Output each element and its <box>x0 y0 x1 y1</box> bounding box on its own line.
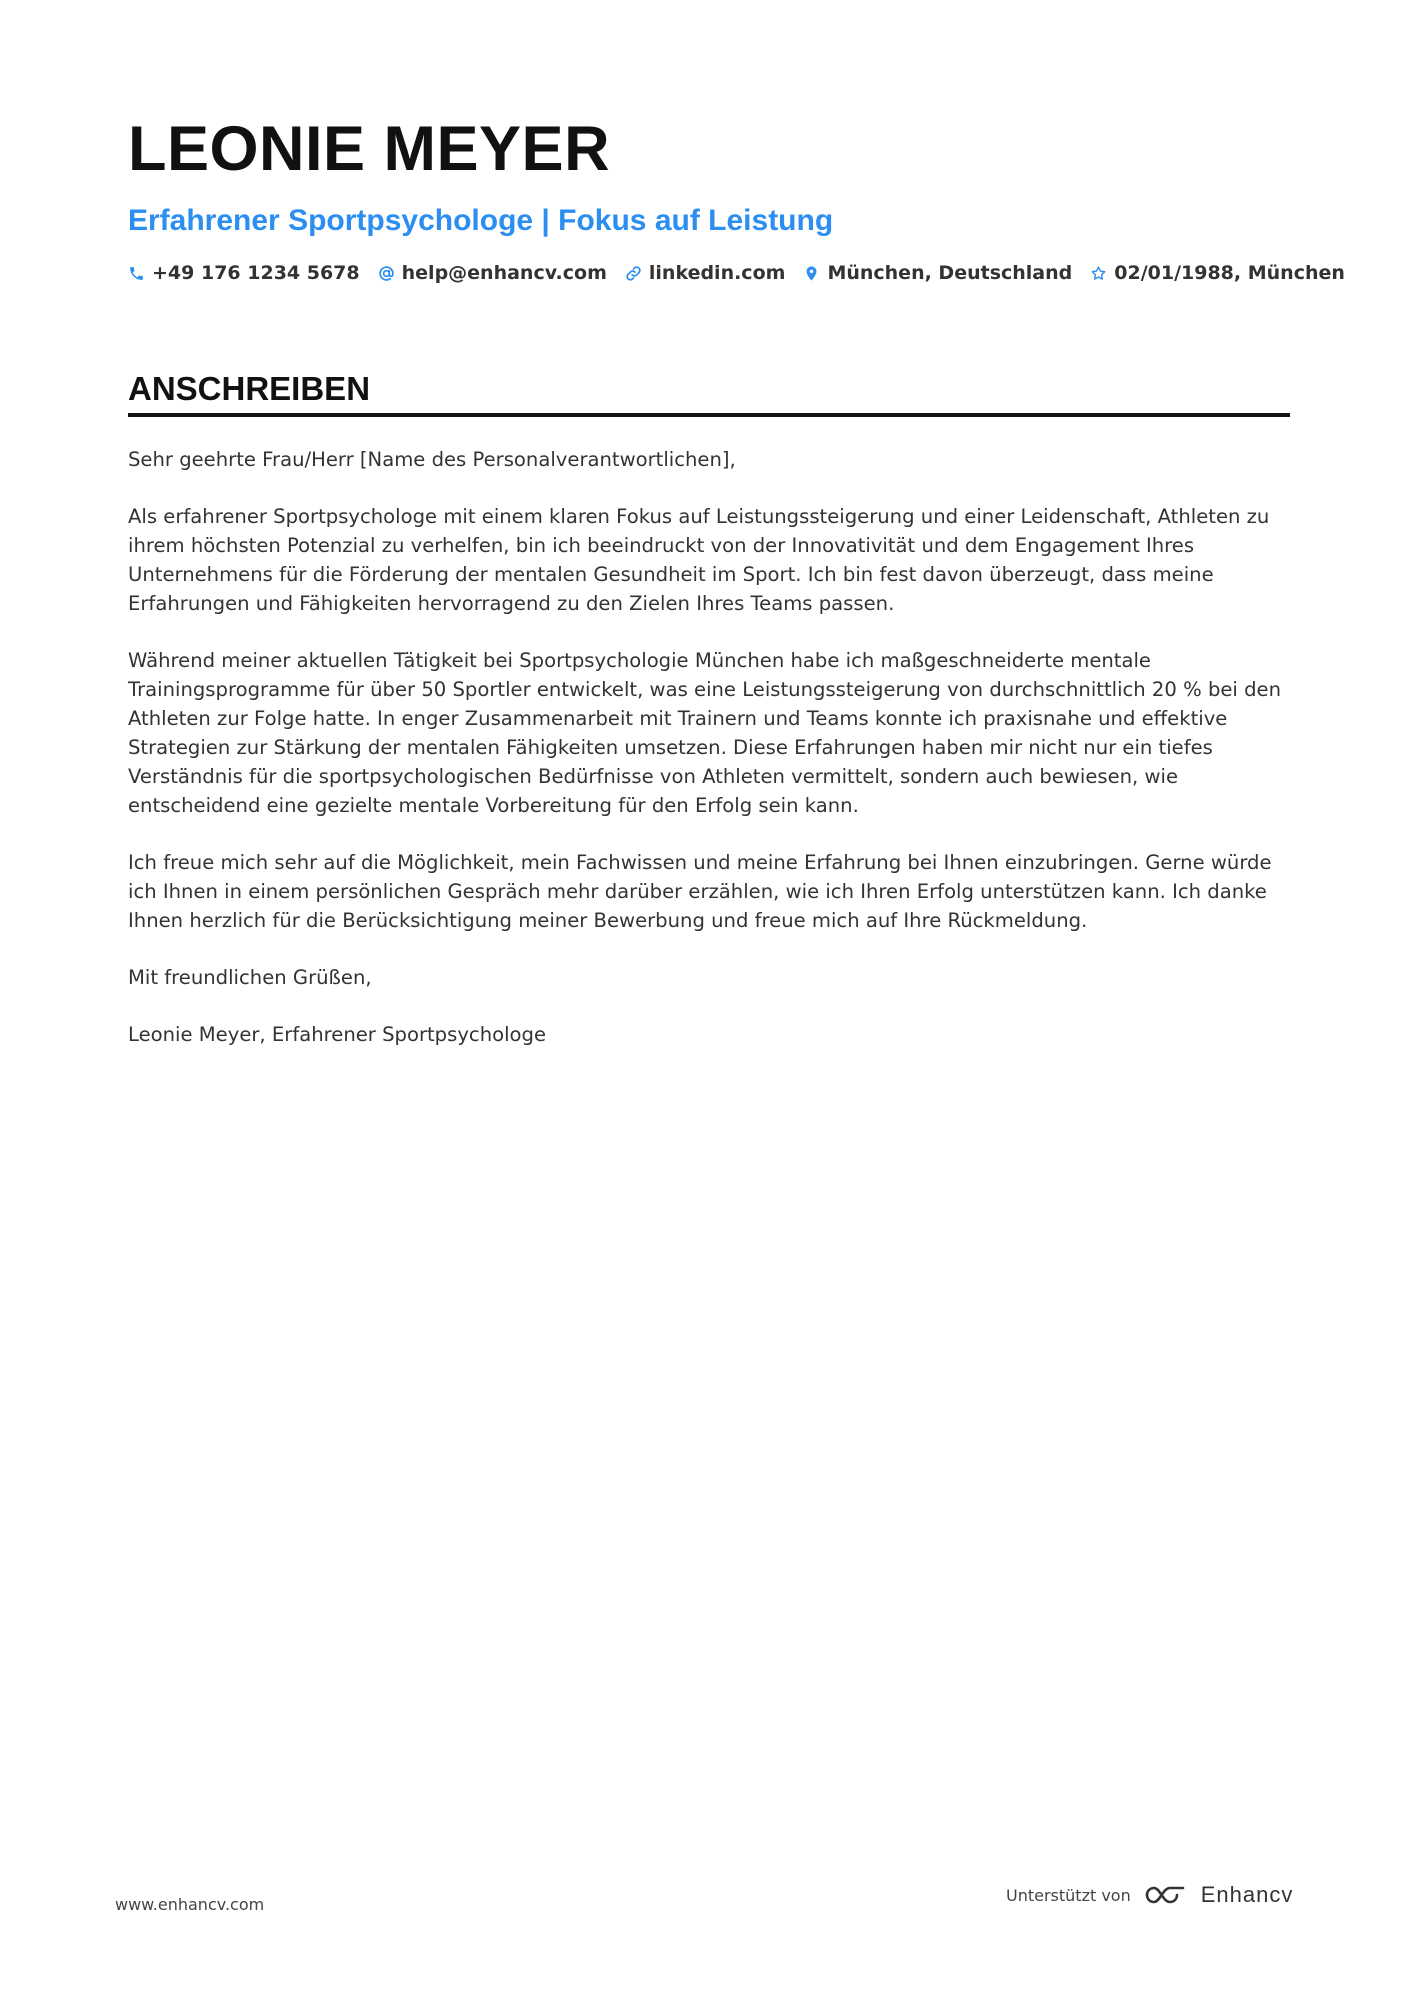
enhancv-logo[interactable] <box>1143 1882 1294 1908</box>
contact-location <box>803 262 1072 284</box>
letter-closing: Mit freundlichen Grüßen, <box>128 966 372 989</box>
contact-phone[interactable] <box>128 262 360 284</box>
contact-phone-text: +49 176 1234 5678 <box>152 262 360 284</box>
letter-paragraph: Ich freue mich sehr auf die Möglichkeit, mein Fachwissen und meine Erfahrung bei Ihnen einzubringen. Gerne würde ich Ihnen in einem persönlichen Gespräch mehr darüber erzählen, wie ich Ihren Erfolg unterstützen kann. Ich danke Ihnen herzlich für die Berücksichtigung meiner Bewerbung und freue mich auf Ihre Rückmeldung. <box>128 851 1272 932</box>
star-icon <box>1090 265 1107 282</box>
phone-icon <box>128 265 145 282</box>
location-pin-icon <box>803 265 820 282</box>
contact-linkedin-text: linkedin.com <box>648 262 786 284</box>
contact-email[interactable] <box>378 262 607 284</box>
candidate-name: LEONIE MEYER <box>128 114 611 184</box>
contact-location-text: München, Deutschland <box>827 262 1073 284</box>
link-icon <box>625 265 642 282</box>
section-title: ANSCHREIBEN <box>128 372 1290 417</box>
footer-website[interactable]: www.enhancv.com <box>115 1895 265 1914</box>
letter-paragraph: Während meiner aktuellen Tätigkeit bei Sportpsychologie München habe ich maßgeschneiderte mentale Trainingsprogramme für über 50 Sportler entwickelt, was eine Leistungssteigerung von durchschnittlich 20 % bei den Athleten zur Folge hatte. In enger Zusammenarbeit mit Trainern und Teams konnte ich praxisnahe und effektive Strategien zur Stärkung der mentalen Fähigkeiten umsetzen. Diese Erfahrungen haben mir nicht nur ein tiefes Verständnis für die sportpsychologischen Bedürfnisse von Athleten vermittelt, sondern auch bewiesen, wie entscheidend eine gezielte mentale Vorbereitung für den Erfolg sein kann. <box>128 649 1282 817</box>
contact-birth <box>1090 262 1345 284</box>
cover-letter-page <box>128 100 1345 1077</box>
contact-bar <box>128 262 1345 284</box>
letter-body <box>128 445 1290 1049</box>
letter-paragraph: Als erfahrener Sportpsychologe mit einem klaren Fokus auf Leistungssteigerung und einer Leidenschaft, Athleten zu ihrem höchsten Potenzial zu verhelfen, bin ich beeindruckt von der Innovativität und dem Engagement Ihres Unternehmens für die Förderung der mentalen Gesundheit im Sport. Ich bin fest davon überzeugt, dass meine Erfahrungen und Fähigkeiten hervorragend zu den Zielen Ihres Teams passen. <box>128 505 1270 615</box>
footer-branding <box>1006 1882 1293 1908</box>
candidate-headline: Erfahrener Sportpsychologe | Fokus auf Leistung <box>128 204 834 237</box>
at-icon <box>378 265 395 282</box>
enhancv-logo-icon <box>1143 1882 1189 1908</box>
powered-by-label: Unterstützt von <box>1006 1885 1131 1905</box>
contact-linkedin[interactable] <box>625 262 786 284</box>
enhancv-wordmark: Enhancv <box>1200 1882 1294 1907</box>
contact-birth-text: 02/01/1988, München <box>1114 262 1345 284</box>
contact-email-text: help@enhancv.com <box>401 262 607 284</box>
letter-salutation: Sehr geehrte Frau/Herr [Name des Personalverantwortlichen], <box>128 448 736 471</box>
letter-signature: Leonie Meyer, Erfahrener Sportpsychologe <box>128 1023 547 1046</box>
